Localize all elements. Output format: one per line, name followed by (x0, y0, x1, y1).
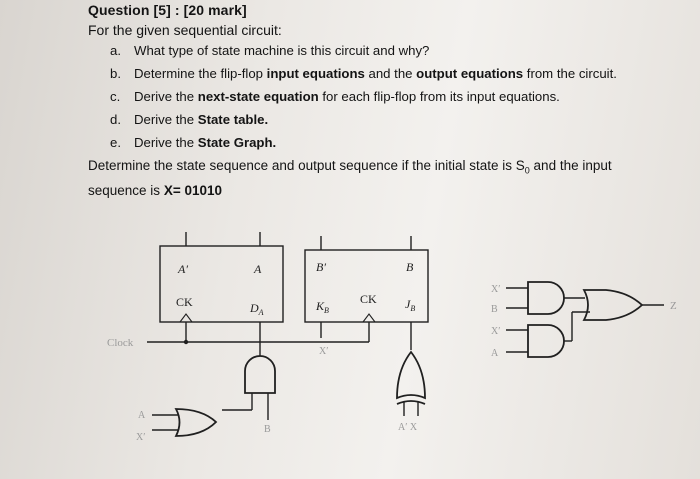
part-text-bold: next-state equation (197, 89, 319, 104)
question-intro: For the given sequential circuit: (88, 22, 282, 38)
part-text: from the circuit. (523, 66, 617, 81)
part-letter: e. (110, 135, 121, 150)
sequence-text-1: Determine the state sequence and output sequence if the initial state is S (88, 158, 525, 173)
xprime-label: X′ (319, 346, 329, 357)
part-text: and the (364, 66, 417, 81)
ffa-qbar-label: A′ (178, 262, 188, 276)
output-and-gate-1 (528, 282, 564, 314)
ffa-q-label: A (254, 262, 262, 276)
part-text: Derive the (134, 89, 198, 104)
output-or-gate (584, 290, 642, 320)
part-letter: a. (110, 43, 121, 58)
state-subscript: 0 (524, 165, 530, 176)
and-gate-da (222, 322, 275, 435)
flip-flop-b (305, 236, 428, 322)
part-text-bold: State table. (197, 112, 269, 127)
sequence-text-2: and the input (529, 158, 612, 173)
or-input-a-label: A (138, 410, 146, 421)
ffa-clock-triangle (180, 314, 192, 322)
ffa-ck-label: CK (176, 295, 193, 309)
part-text: Derive the (134, 112, 198, 127)
part-letter: d. (110, 112, 121, 127)
out-input-xprime-1: X′ (491, 284, 501, 295)
part-text-bold: input equations (266, 66, 365, 81)
kb-input-line (319, 322, 328, 357)
part-text-bold: State Graph. (197, 135, 277, 150)
part-text: for each flip-flop from its input equations. (318, 89, 560, 104)
ffa-d-label: $D_A$ (250, 301, 264, 317)
out-input-xprime-2: X′ (491, 326, 501, 337)
part-text: Determine the flip-flop (134, 66, 267, 81)
flip-flop-a (160, 232, 283, 322)
clock-label: Clock (107, 337, 134, 349)
ffb-clock-triangle (363, 314, 375, 322)
or-gate-inputs (136, 409, 216, 443)
part-text-bold: output equations (416, 66, 524, 81)
ffb-q-label: B (406, 260, 414, 274)
out-input-b: B (491, 304, 498, 315)
or-input-xprime-label: X′ (136, 432, 146, 443)
clock-line (107, 322, 369, 349)
output-and-gate-2 (528, 325, 564, 357)
xor-inputs-label: A′ X (398, 422, 418, 433)
ffb-j-label: $J_B$ (405, 297, 416, 313)
output-z-label: Z (670, 300, 677, 312)
output-logic (491, 282, 677, 359)
part-letter: c. (110, 89, 121, 104)
part-text: Derive the (134, 135, 198, 150)
part-letter: b. (110, 66, 121, 81)
ffb-k-label: $K_B$ (316, 299, 329, 315)
ffb-qbar-label: B′ (316, 260, 326, 274)
question-title: Question [5] : [20 mark] (88, 2, 247, 18)
xor-gate-jb (397, 322, 425, 433)
part-text: What type of state machine is this circuit and why? (134, 43, 430, 58)
out-input-a: A (491, 348, 499, 359)
and-input-b-label: B (264, 424, 271, 435)
input-sequence: X= 01010 (163, 182, 222, 198)
sequence-text-3: sequence is (88, 182, 164, 198)
ffb-ck-label: CK (360, 292, 377, 306)
